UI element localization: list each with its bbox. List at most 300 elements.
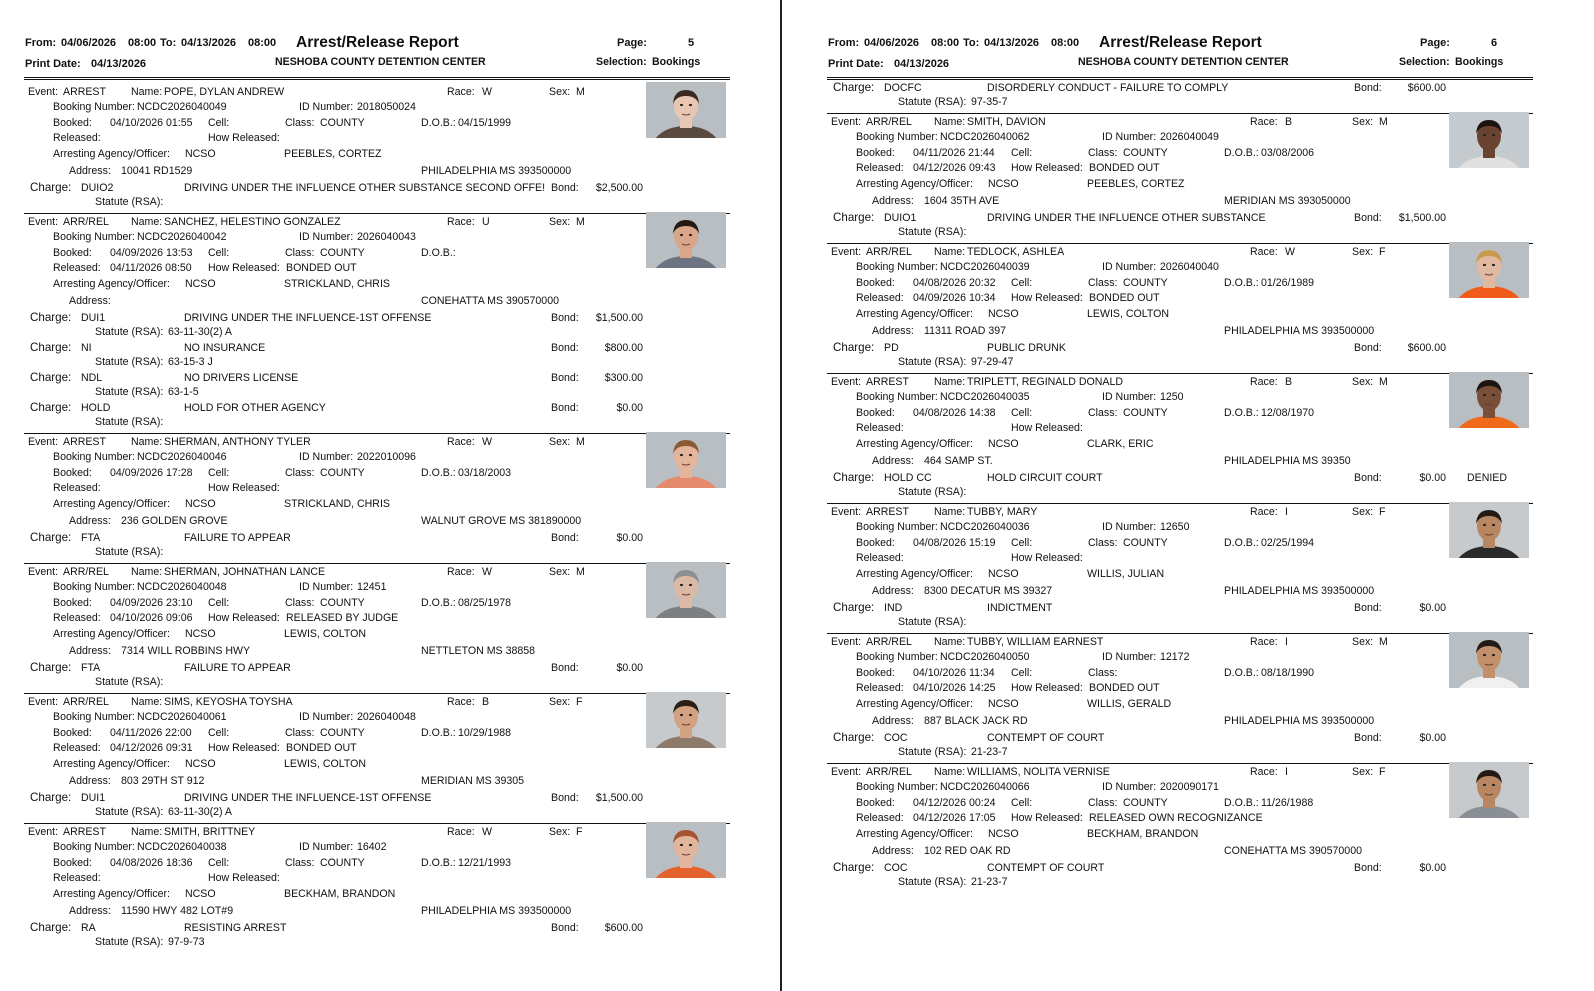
address-label: Address:: [69, 515, 111, 527]
record-separator: [827, 633, 1533, 634]
selection-label: Selection:: [1399, 56, 1450, 68]
event-type: ARR/REL: [63, 696, 109, 708]
charge-label: Charge:: [30, 341, 72, 354]
cell-label: Cell:: [1011, 537, 1033, 549]
class-value: COUNTY: [320, 727, 365, 739]
how-released-label: How Released:: [208, 482, 280, 494]
charge-description: DRIVING UNDER THE INFLUENCE OTHER SUBSTANCE SECOND OFFE!: [184, 182, 546, 194]
record-separator: [24, 693, 730, 694]
bond-label: Bond:: [1354, 82, 1382, 94]
statute-value: 63-11-30(2) A: [168, 326, 232, 338]
id-number: 2026040049: [1160, 131, 1219, 143]
to-date: 04/13/2026: [181, 37, 237, 49]
city-state-zip: PHILADELPHIA MS 393500000: [421, 905, 572, 917]
how-released-label: How Released:: [208, 742, 280, 754]
released-label: Released:: [53, 872, 101, 884]
booked-label: Booked:: [53, 467, 92, 479]
address-label: Address:: [69, 905, 111, 917]
class-value: COUNTY: [1123, 147, 1168, 159]
agency-label: Arresting Agency/Officer:: [53, 888, 170, 900]
charge-label: Charge:: [833, 601, 875, 614]
mugshot-photo: [1449, 632, 1529, 688]
charge-label: Charge:: [833, 471, 875, 484]
class-label: Class:: [1088, 667, 1118, 679]
how-released-label: How Released:: [208, 262, 280, 274]
id-label: ID Number:: [1102, 261, 1157, 273]
charge-description: INDICTMENT: [987, 602, 1053, 614]
class-label: Class:: [285, 247, 315, 259]
charge-code: DUIO1: [884, 212, 917, 224]
mugshot-photo: [646, 212, 726, 268]
agency-label: Arresting Agency/Officer:: [53, 758, 170, 770]
charge-label: Charge:: [30, 661, 72, 674]
race-label: Race:: [1250, 506, 1278, 518]
how-released-value: BONDED OUT: [1089, 682, 1160, 694]
charge-code: HOLD CC: [884, 472, 932, 484]
bond-amount: $800.00: [604, 342, 643, 354]
booked-label: Booked:: [53, 247, 92, 259]
booked-datetime: 04/12/2026 00:24: [913, 797, 996, 809]
sex-label: Sex:: [1352, 376, 1374, 388]
name-label: Name:: [934, 116, 966, 128]
statute-label: Statute (RSA):: [95, 356, 164, 368]
statute-label: Statute (RSA):: [95, 196, 164, 208]
released-label: Released:: [53, 262, 101, 274]
to-time: 08:00: [1051, 37, 1080, 49]
released-label: Released:: [856, 682, 904, 694]
charge-label: Charge:: [30, 531, 72, 544]
class-value: COUNTY: [1123, 407, 1168, 419]
booking-label: Booking Number:: [53, 451, 135, 463]
id-number: 2026040048: [357, 711, 416, 723]
released-datetime: 04/09/2026 10:34: [913, 292, 996, 304]
bond-label: Bond:: [551, 792, 579, 804]
sex-value: F: [576, 826, 583, 838]
statute-label: Statute (RSA):: [95, 676, 164, 688]
name-label: Name:: [131, 436, 163, 448]
class-label: Class:: [285, 117, 315, 129]
event-label: Event:: [831, 506, 862, 518]
name-label: Name:: [934, 636, 966, 648]
charge-description: DRIVING UNDER THE INFLUENCE-1ST OFFENSE: [184, 312, 432, 324]
address-label: Address:: [69, 775, 111, 787]
race-value: W: [1285, 246, 1295, 258]
mugshot-photo: [1449, 502, 1529, 558]
statute-label: Statute (RSA):: [898, 486, 967, 498]
event-label: Event:: [28, 216, 59, 228]
id-label: ID Number:: [299, 581, 354, 593]
race-label: Race:: [447, 86, 475, 98]
name-label: Name:: [934, 246, 966, 258]
address-value: 102 RED OAK RD: [924, 845, 1011, 857]
race-value: W: [482, 86, 492, 98]
bond-label: Bond:: [551, 342, 579, 354]
charge-code: FTA: [81, 662, 101, 674]
bond-amount: $0.00: [616, 662, 643, 674]
from-label: From:: [25, 37, 57, 49]
agency-value: NCSO: [185, 278, 216, 290]
event-type: ARR/REL: [866, 246, 912, 258]
statute-label: Statute (RSA):: [95, 326, 164, 338]
record-separator: [24, 433, 730, 434]
charge-description: CONTEMPT OF COURT: [987, 862, 1105, 874]
city-state-zip: MERIDIAN MS 393050000: [1224, 195, 1351, 207]
booked-datetime: 04/08/2026 14:38: [913, 407, 996, 419]
bond-amount: $0.00: [616, 532, 643, 544]
bond-amount: $1,500.00: [595, 792, 643, 804]
cell-label: Cell:: [208, 247, 230, 259]
bond-amount: $1,500.00: [595, 312, 643, 324]
bond-label: Bond:: [1354, 732, 1382, 744]
released-label: Released:: [856, 812, 904, 824]
charge-code: RA: [81, 922, 96, 934]
charge-description: CONTEMPT OF COURT: [987, 732, 1105, 744]
booked-label: Booked:: [53, 597, 92, 609]
id-number: 2018050024: [357, 101, 416, 113]
charge-description: FAILURE TO APPEAR: [184, 532, 291, 544]
released-datetime: 04/11/2026 08:50: [110, 262, 192, 274]
city-state-zip: PHILADELPHIA MS 39350: [1224, 455, 1351, 467]
bond-label: Bond:: [1354, 472, 1382, 484]
dob-label: D.O.B.:: [421, 117, 456, 129]
how-released-label: How Released:: [1011, 422, 1083, 434]
booking-number: NCDC2026040036: [940, 521, 1030, 533]
name-label: Name:: [131, 86, 163, 98]
charge-label: Charge:: [30, 401, 72, 414]
how-released-label: How Released:: [208, 612, 280, 624]
how-released-label: How Released:: [1011, 812, 1083, 824]
id-label: ID Number:: [1102, 781, 1157, 793]
race-value: B: [482, 696, 490, 708]
person-name: SHERMAN, ANTHONY TYLER: [164, 436, 311, 448]
from-time: 08:00: [128, 37, 157, 49]
race-value: I: [1285, 766, 1288, 778]
race-value: B: [1285, 116, 1293, 128]
booking-label: Booking Number:: [53, 231, 135, 243]
released-datetime: 04/12/2026 17:05: [913, 812, 996, 824]
id-label: ID Number:: [1102, 131, 1157, 143]
agency-label: Arresting Agency/Officer:: [856, 698, 973, 710]
charge-description: HOLD FOR OTHER AGENCY: [184, 402, 326, 414]
id-number: 2026040040: [1160, 261, 1219, 273]
sex-label: Sex:: [1352, 246, 1374, 258]
bond-amount: $0.00: [616, 402, 643, 414]
officer-name: CLARK, ERIC: [1087, 438, 1154, 450]
agency-value: NCSO: [988, 828, 1019, 840]
address-value: 11590 HWY 482 LOT#9: [121, 905, 234, 917]
cell-label: Cell:: [1011, 667, 1033, 679]
sex-label: Sex:: [549, 436, 571, 448]
booked-datetime: 04/11/2026 22:00: [110, 727, 192, 739]
cell-label: Cell:: [208, 857, 230, 869]
dob-label: D.O.B.:: [1224, 277, 1259, 289]
from-time: 08:00: [931, 37, 960, 49]
sex-label: Sex:: [549, 826, 571, 838]
agency-value: NCSO: [185, 628, 216, 640]
class-label: Class:: [1088, 277, 1118, 289]
cell-label: Cell:: [1011, 147, 1033, 159]
sex-value: F: [576, 696, 583, 708]
race-label: Race:: [447, 566, 475, 578]
print-date-label: Print Date:: [828, 58, 884, 70]
officer-name: WILLIS, JULIAN: [1087, 568, 1165, 580]
how-released-value: RELEASED BY JUDGE: [286, 612, 399, 624]
cell-label: Cell:: [208, 597, 230, 609]
page-label: Page:: [1420, 37, 1450, 49]
event-type: ARR/REL: [866, 636, 912, 648]
agency-value: NCSO: [988, 178, 1019, 190]
released-label: Released:: [856, 552, 904, 564]
mugshot-photo: [1449, 762, 1529, 818]
how-released-value: BONDED OUT: [286, 742, 357, 754]
print-date-label: Print Date:: [25, 58, 81, 70]
person-name: TUBBY, WILLIAM EARNEST: [967, 636, 1104, 648]
booked-datetime: 04/10/2026 01:55: [110, 117, 193, 129]
statute-value: 97-9-73: [168, 936, 205, 948]
address-label: Address:: [69, 645, 111, 657]
agency-value: NCSO: [185, 498, 216, 510]
statute-label: Statute (RSA):: [898, 226, 967, 238]
id-number: 12650: [1160, 521, 1190, 533]
sex-value: F: [1379, 506, 1386, 518]
page-number: 6: [1491, 37, 1498, 49]
city-state-zip: PHILADELPHIA MS 393500000: [1224, 715, 1375, 727]
name-label: Name:: [131, 566, 163, 578]
event-label: Event:: [28, 86, 59, 98]
race-label: Race:: [1250, 116, 1278, 128]
race-label: Race:: [1250, 246, 1278, 258]
record-separator: [827, 503, 1533, 504]
bond-label: Bond:: [1354, 862, 1382, 874]
race-value: I: [1285, 506, 1288, 518]
statute-label: Statute (RSA):: [95, 546, 164, 558]
sex-value: M: [576, 216, 585, 228]
bond-label: Bond:: [551, 372, 579, 384]
mugshot-photo: [646, 82, 726, 138]
record-separator: [827, 113, 1533, 114]
sex-label: Sex:: [1352, 636, 1374, 648]
statute-value: 63-15-3 J: [168, 356, 213, 368]
officer-name: PEEBLES, CORTEZ: [284, 148, 382, 160]
agency-label: Arresting Agency/Officer:: [856, 178, 973, 190]
charge-label: Charge:: [833, 731, 875, 744]
record-separator: [24, 213, 730, 214]
dob-label: D.O.B.:: [1224, 147, 1259, 159]
how-released-label: How Released:: [208, 132, 280, 144]
booking-label: Booking Number:: [856, 131, 938, 143]
booking-number: NCDC2026040035: [940, 391, 1030, 403]
released-datetime: 04/10/2026 09:06: [110, 612, 193, 624]
booked-label: Booked:: [53, 727, 92, 739]
event-type: ARREST: [866, 506, 909, 518]
record-separator: [827, 243, 1533, 244]
event-type: ARREST: [63, 436, 106, 448]
how-released-label: How Released:: [1011, 682, 1083, 694]
dob-value: 03/18/2003: [458, 467, 512, 479]
booking-label: Booking Number:: [53, 841, 135, 853]
page-divider: [780, 0, 782, 991]
released-datetime: 04/12/2026 09:43: [913, 162, 996, 174]
id-label: ID Number:: [1102, 521, 1157, 533]
print-date: 04/13/2026: [894, 58, 950, 70]
booked-datetime: 04/10/2026 11:34: [913, 667, 995, 679]
sex-value: F: [1379, 766, 1386, 778]
sex-label: Sex:: [549, 216, 571, 228]
released-label: Released:: [856, 422, 904, 434]
address-value: 11311 ROAD 397: [924, 325, 1007, 337]
released-label: Released:: [53, 132, 101, 144]
agency-value: NCSO: [988, 698, 1019, 710]
city-state-zip: CONEHATTA MS 390570000: [1224, 845, 1362, 857]
booked-label: Booked:: [856, 797, 895, 809]
race-value: W: [482, 826, 492, 838]
booking-number: NCDC2026040049: [137, 101, 227, 113]
dob-label: D.O.B.:: [421, 727, 456, 739]
dob-value: 12/08/1970: [1261, 407, 1315, 419]
race-value: U: [482, 216, 490, 228]
dob-value: 08/18/1990: [1261, 667, 1315, 679]
dob-value: 04/15/1999: [458, 117, 512, 129]
officer-name: PEEBLES, CORTEZ: [1087, 178, 1185, 190]
bond-amount: $2,500.00: [595, 182, 643, 194]
from-date: 04/06/2026: [864, 37, 920, 49]
bond-amount: $0.00: [1419, 602, 1446, 614]
id-label: ID Number:: [1102, 651, 1157, 663]
sex-label: Sex:: [549, 566, 571, 578]
address-label: Address:: [872, 845, 914, 857]
charge-code: PD: [884, 342, 899, 354]
city-state-zip: WALNUT GROVE MS 381890000: [421, 515, 582, 527]
statute-value: 63-1-5: [168, 386, 199, 398]
address-value: 1604 35TH AVE: [924, 195, 1000, 207]
sex-label: Sex:: [549, 696, 571, 708]
how-released-value: BONDED OUT: [1089, 292, 1160, 304]
bond-amount: $0.00: [1419, 862, 1446, 874]
charge-code: IND: [884, 602, 903, 614]
mugshot-photo: [646, 432, 726, 488]
agency-value: NCSO: [185, 888, 216, 900]
class-label: Class:: [285, 857, 315, 869]
event-type: ARREST: [63, 826, 106, 838]
sex-value: F: [1379, 246, 1386, 258]
race-label: Race:: [1250, 636, 1278, 648]
dob-value: 08/25/1978: [458, 597, 512, 609]
booking-number: NCDC2026040038: [137, 841, 227, 853]
print-date: 04/13/2026: [91, 58, 147, 70]
event-label: Event:: [28, 436, 59, 448]
dob-label: D.O.B.:: [421, 467, 456, 479]
city-state-zip: MERIDIAN MS 39305: [421, 775, 525, 787]
id-number: 12172: [1160, 651, 1190, 663]
statute-label: Statute (RSA):: [95, 416, 164, 428]
released-label: Released:: [53, 612, 101, 624]
race-value: I: [1285, 636, 1288, 648]
city-state-zip: PHILADELPHIA MS 393500000: [1224, 325, 1375, 337]
dob-value: 02/25/1994: [1261, 537, 1315, 549]
to-label: To:: [160, 37, 177, 49]
address-label: Address:: [872, 195, 914, 207]
mugshot-photo: [1449, 112, 1529, 168]
race-value: W: [482, 566, 492, 578]
event-label: Event:: [831, 246, 862, 258]
class-value: COUNTY: [320, 597, 365, 609]
booked-label: Booked:: [53, 857, 92, 869]
booking-number: NCDC2026040061: [137, 711, 227, 723]
charge-code: DOCFC: [884, 82, 922, 94]
how-released-value: BONDED OUT: [286, 262, 357, 274]
how-released-label: How Released:: [1011, 292, 1083, 304]
bond-amount: $600.00: [604, 922, 643, 934]
agency-value: NCSO: [185, 758, 216, 770]
charge-description: DRIVING UNDER THE INFLUENCE OTHER SUBSTANCE: [987, 212, 1266, 224]
from-date: 04/06/2026: [61, 37, 117, 49]
person-name: SMITH, BRITTNEY: [164, 826, 256, 838]
charge-code: FTA: [81, 532, 101, 544]
cell-label: Cell:: [1011, 277, 1033, 289]
how-released-label: How Released:: [208, 872, 280, 884]
agency-label: Arresting Agency/Officer:: [856, 438, 973, 450]
bond-amount: $0.00: [1419, 472, 1446, 484]
booking-number: NCDC2026040066: [940, 781, 1030, 793]
race-label: Race:: [447, 436, 475, 448]
mugshot-photo: [646, 692, 726, 748]
charge-code: COC: [884, 732, 908, 744]
class-value: COUNTY: [320, 467, 365, 479]
agency-label: Arresting Agency/Officer:: [53, 498, 170, 510]
class-value: COUNTY: [320, 117, 365, 129]
race-label: Race:: [447, 696, 475, 708]
to-label: To:: [963, 37, 980, 49]
dob-label: D.O.B.:: [1224, 407, 1259, 419]
id-label: ID Number:: [299, 711, 354, 723]
name-label: Name:: [934, 766, 966, 778]
event-label: Event:: [28, 826, 59, 838]
charge-description: DRIVING UNDER THE INFLUENCE-1ST OFFENSE: [184, 792, 432, 804]
booking-number: NCDC2026040050: [940, 651, 1030, 663]
report-page-6: [803, 0, 1594, 991]
dob-label: D.O.B.:: [421, 247, 456, 259]
mugshot-photo: [646, 562, 726, 618]
booked-label: Booked:: [856, 277, 895, 289]
from-label: From:: [828, 37, 860, 49]
report-page-5: [0, 0, 780, 991]
class-value: COUNTY: [1123, 277, 1168, 289]
released-label: Released:: [856, 292, 904, 304]
booked-label: Booked:: [856, 537, 895, 549]
statute-label: Statute (RSA):: [898, 616, 967, 628]
class-label: Class:: [285, 597, 315, 609]
charge-label: Charge:: [30, 181, 72, 194]
event-type: ARREST: [63, 86, 106, 98]
event-label: Event:: [831, 376, 862, 388]
statute-value: 97-35-7: [971, 96, 1008, 108]
released-datetime: 04/10/2026 14:25: [913, 682, 996, 694]
charge-description: RESISTING ARREST: [184, 922, 287, 934]
address-value: 464 SAMP ST.: [924, 455, 993, 467]
header-rule: [827, 77, 1533, 80]
race-label: Race:: [1250, 376, 1278, 388]
id-label: ID Number:: [299, 451, 354, 463]
agency-label: Arresting Agency/Officer:: [53, 278, 170, 290]
bond-amount: $600.00: [1407, 342, 1446, 354]
event-type: ARREST: [866, 376, 909, 388]
event-label: Event:: [28, 696, 59, 708]
booking-label: Booking Number:: [856, 651, 938, 663]
person-name: SHERMAN, JOHNATHAN LANCE: [164, 566, 326, 578]
charge-code: NDL: [81, 372, 103, 384]
class-label: Class:: [285, 727, 315, 739]
charge-label: Charge:: [833, 861, 875, 874]
